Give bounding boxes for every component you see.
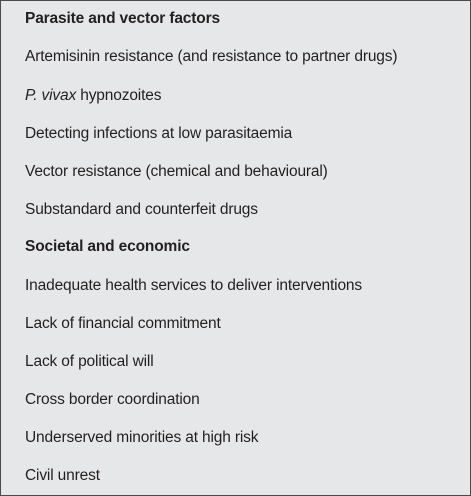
list-item: Artemisinin resistance (and resistance to partner drugs) <box>25 48 398 65</box>
list-item: Cross border coordination <box>25 391 200 408</box>
section-heading-societal-economic: Societal and economic <box>25 238 190 255</box>
list-item: Vector resistance (chemical and behavioural) <box>25 163 328 180</box>
list-item: Lack of political will <box>25 353 154 370</box>
species-name: P. vivax <box>25 87 77 104</box>
list-item: Substandard and counterfeit drugs <box>25 201 258 218</box>
list-item: Lack of financial commitment <box>25 315 221 332</box>
list-item: Detecting infections at low parasitaemia <box>25 125 293 142</box>
list-item: Underserved minorities at high risk <box>25 429 259 446</box>
list-item: Inadequate health services to deliver interventions <box>25 277 363 294</box>
section-heading-parasite-vector: Parasite and vector factors <box>25 10 220 27</box>
list-item: Civil unrest <box>25 467 100 484</box>
list-item <box>25 87 161 105</box>
list-item-text: hypnozoites <box>76 87 162 104</box>
